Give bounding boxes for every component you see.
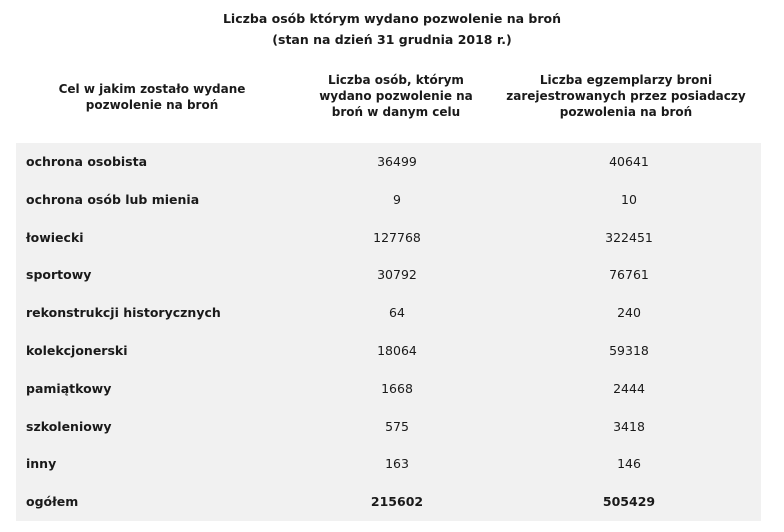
table-row: [16, 370, 761, 408]
row-weapons: 505429: [602, 494, 656, 509]
title-line-1: Liczba osób którym wydano pozwolenie na broń: [222, 11, 562, 26]
row-persons: 575: [385, 419, 409, 434]
table-row: [16, 332, 761, 370]
row-persons: 18064: [377, 343, 417, 358]
row-weapons: 10: [621, 192, 637, 207]
table-row: [16, 445, 761, 483]
table-row: [16, 181, 761, 219]
row-label: inny: [26, 456, 57, 471]
row-persons: 163: [385, 456, 409, 471]
row-weapons: 59318: [609, 343, 649, 358]
row-weapons: 240: [617, 305, 641, 320]
table-row: [16, 256, 761, 294]
row-weapons: 2444: [613, 381, 645, 396]
table-row: [16, 294, 761, 332]
row-persons: 9: [393, 192, 401, 207]
row-weapons: 76761: [609, 267, 649, 282]
row-persons: 1668: [381, 381, 413, 396]
title-line-2: (stan na dzień 31 grudnia 2018 r.): [272, 32, 512, 47]
row-weapons: 40641: [609, 154, 649, 169]
row-label: ochrona osób lub mienia: [26, 192, 200, 207]
row-label: ogółem: [26, 494, 79, 509]
table-row: [16, 219, 761, 257]
row-weapons: 322451: [605, 230, 653, 245]
permits-table: [16, 143, 761, 521]
table-row-total: [16, 483, 761, 521]
row-weapons: 146: [617, 456, 641, 471]
row-persons: 30792: [377, 267, 417, 282]
row-label: rekonstrukcji historycznych: [26, 305, 221, 320]
row-persons: 64: [389, 305, 405, 320]
row-persons: 36499: [377, 154, 417, 169]
header-weapons: Liczba egzemplarzy broni zarejestrowanych przez posiadaczy pozwolenia na broń: [506, 73, 746, 119]
header-purpose: Cel w jakim zostało wydane pozwolenie na broń: [58, 82, 246, 112]
table-row: [16, 143, 761, 181]
row-weapons: 3418: [613, 419, 645, 434]
row-label: kolekcjonerski: [26, 343, 128, 358]
row-label: sportowy: [26, 267, 92, 282]
header-persons: Liczba osób, którym wydano pozwolenie na broń w danym celu: [319, 73, 473, 119]
page-title: [0, 8, 784, 50]
row-label: szkoleniowy: [26, 419, 112, 434]
row-label: ochrona osobista: [26, 154, 148, 169]
table-header: [16, 70, 761, 130]
row-persons: 127768: [373, 230, 421, 245]
row-label: łowiecki: [26, 230, 84, 245]
row-persons: 215602: [370, 494, 424, 509]
row-label: pamiątkowy: [26, 381, 112, 396]
table-row: [16, 408, 761, 446]
